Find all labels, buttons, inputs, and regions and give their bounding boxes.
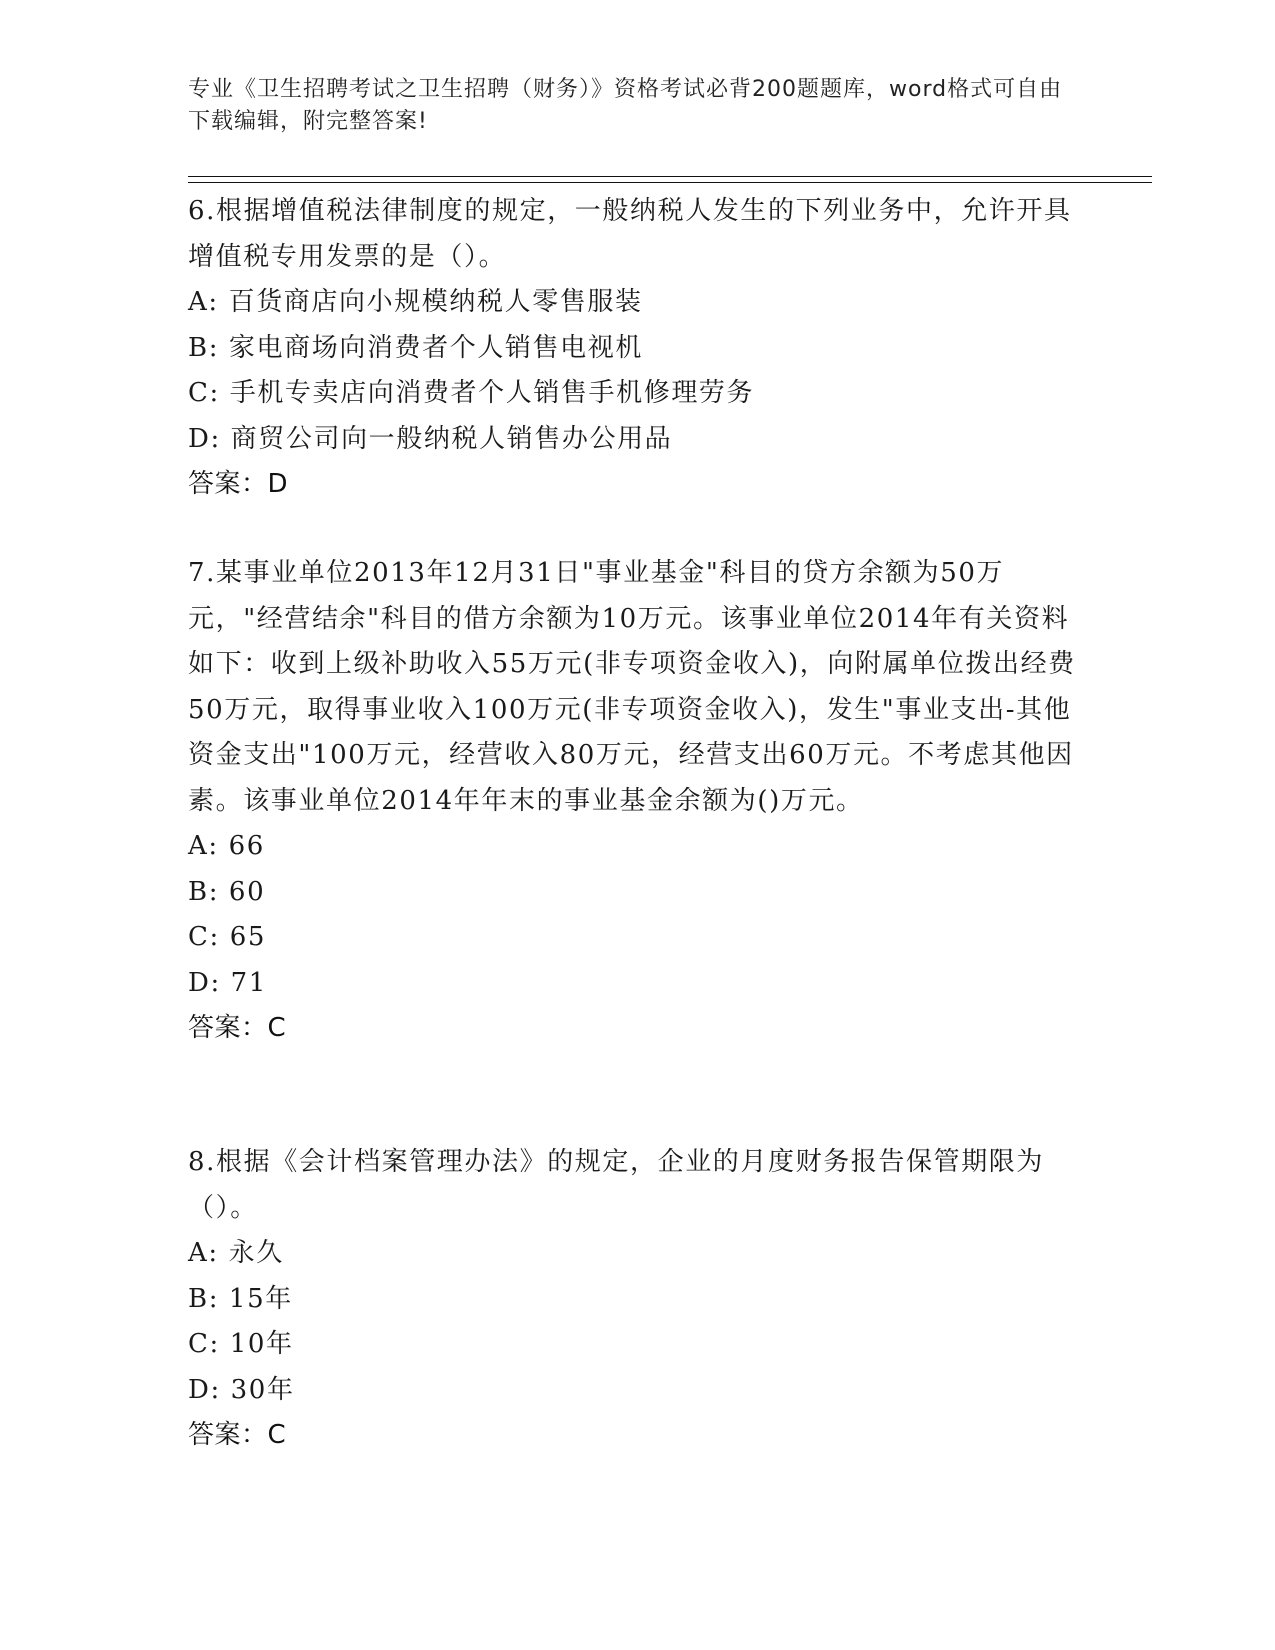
question-stem: 6.根据增值税法律制度的规定，一般纳税人发生的下列业务中，允许开具增值税专用发票的是（）。 bbox=[188, 196, 1072, 272]
question-stem: 7.某事业单位2013年12月31日"事业基金"科目的贷方余额为50万元，"经营结余"科目的借方余额为10万元。该事业单位2014年有关资料如下：收到上级补助收入55万元(非专项资金收入)，向附属单位拨出经费50万元，取得事业收入100万元(非专项资金收入)，发生"事业支出-其他资金支出"100万元，经营收入80万元，经营支出60万元。不考虑其他因素。该事业单位2014年年末的事业基金余额为()万元。 bbox=[188, 558, 1076, 816]
document-header: 专业《卫生招聘考试之卫生招聘（财务）》资格考试必背200题题库，word格式可自由下载编辑，附完整答案! bbox=[188, 77, 1063, 134]
question-stem: 8.根据《会计档案管理办法》的规定，企业的月度财务报告保管期限为（）。 bbox=[188, 1147, 1045, 1223]
question-7 bbox=[188, 551, 1088, 1052]
option-b: B: 家电商场向消费者个人销售电视机 bbox=[188, 332, 643, 363]
option-c: C: 手机专卖店向消费者个人销售手机修理劳务 bbox=[188, 378, 755, 408]
option-b: B: 15年 bbox=[188, 1283, 293, 1314]
question-6 bbox=[188, 189, 1088, 508]
answer-label: 答案：D bbox=[188, 469, 289, 499]
option-d: D: 71 bbox=[188, 967, 267, 998]
option-c: C: 65 bbox=[188, 922, 267, 952]
header-divider-top bbox=[188, 176, 1152, 177]
header-divider-bottom bbox=[188, 182, 1152, 183]
option-a: A: 百货商店向小规模纳税人零售服装 bbox=[188, 287, 643, 317]
answer-label: 答案：C bbox=[188, 1013, 287, 1043]
option-c: C: 10年 bbox=[188, 1329, 294, 1359]
option-a: A: 永久 bbox=[188, 1238, 284, 1268]
option-d: D: 30年 bbox=[188, 1374, 295, 1405]
option-d: D: 商贸公司向一般纳税人销售办公用品 bbox=[188, 423, 673, 454]
option-b: B: 60 bbox=[188, 876, 266, 907]
question-8 bbox=[188, 1140, 1088, 1459]
option-a: A: 66 bbox=[188, 831, 265, 861]
answer-label: 答案：C bbox=[188, 1420, 287, 1450]
